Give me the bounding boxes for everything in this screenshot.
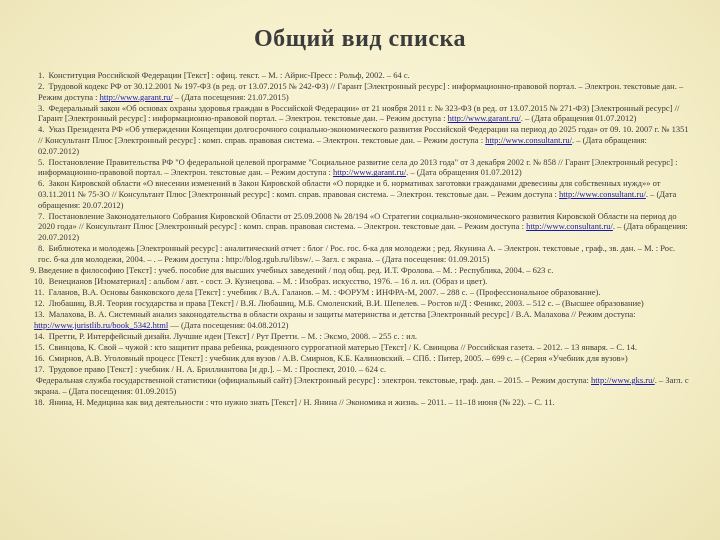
reference-item <box>30 298 690 309</box>
reference-number: 13. <box>34 309 47 320</box>
reference-item <box>30 342 690 353</box>
reference-link[interactable]: http://www.garant.ru/ <box>332 167 407 178</box>
reference-link[interactable]: http://www.garant.ru/ <box>447 113 521 124</box>
reference-text: Малахова, В. А. Системный анализ законодательства в области охраны и защиты материнства и детства [Электронный ресурс] / В.А. Малахова // Режим доступа: <box>48 309 636 320</box>
page-title: Общий вид списка <box>254 26 466 52</box>
reference-number: 8. <box>38 243 47 253</box>
reference-text: Трудовое право [Текст] : учебник / Н. А. Бриллиантова [и др.]. – М. : Проспект, 2010. – 624 с. <box>48 364 387 375</box>
reference-text: Галанов, В.А. Основы банковского дела [Текст] : учебник / В.А. Галанов. – М. : ФОРУМ : ИНФРА-М, 2007. – 288 с. – (Профессиональное образование). <box>48 286 601 297</box>
reference-number: 7. <box>38 210 47 221</box>
reference-number: 14. <box>34 330 47 341</box>
reference-number: 10. <box>34 275 47 286</box>
reference-text: Претти, Р. Интерфейсный дизайн. Лучшие идеи [Текст] / Рут Претти. – М. : Эксмо, 2008. – 255 с. : ил. <box>48 330 418 341</box>
reference-number: 18. <box>34 396 47 407</box>
reference-text: . – (Дата обращения: 20.07.2012) <box>38 189 677 210</box>
reference-text: Постановление Правительства РФ "О федеральной целевой программе "Социальное развитие села до 2013 года" от 3 декабря 2002 г. № 858 // Гарант [Электронный ресурс] : информационно-правовой портал. – Электрон. текстовые дан. – Режим доступа : <box>38 156 678 178</box>
reference-number: 16. <box>34 352 47 363</box>
reference-text: Закон Кировской области «О внесении изменений в Закон Кировской области «О порядке и б. нормативах заготовки гражданами древесины для собственных нужд»» от 03.11.2011 № 75-ЗО // Консультант Плюс [Электронный ресурс] : комп. справ. правовая система. – Электрон. текстовые дан. – Режим доступа : <box>38 178 661 200</box>
reference-item <box>30 276 690 287</box>
reference-text: . – (Дата обращения 01.07.2012) <box>406 167 522 178</box>
reference-link[interactable]: http://www.consultant.ru/ <box>559 189 646 200</box>
reference-number: 9. <box>30 264 37 275</box>
reference-number: 1. <box>38 70 47 80</box>
reference-text: Введение в философию [Текст] : учеб. пособие для высших учебных заведений / под общ. ред. И.Т. Фролова. – М. : Республика, 2004. – 623 с. <box>38 264 554 275</box>
reference-item <box>30 124 690 156</box>
reference-text: Венецианов [Изоматериал] : альбом / авт. - сост. Э. Кузнецова. – М. : Изобраз. искусство, 1976. – 16 л. ил. (Образ и цвет). <box>48 275 488 286</box>
reference-item <box>30 397 690 408</box>
reference-text: Свинцова, К. Свой – чужой : кто защитит права ребенка, рожденного суррогатной матерью [Текст] / К. Свинцова // Российская газета. – 2012. – 13 января. – С. 14. <box>48 341 637 352</box>
reference-number: 5. <box>38 156 47 167</box>
reference-link[interactable]: http://www.consultant.ru/ <box>485 135 573 146</box>
reference-text: . – (Дата обращения 01.07.2012) <box>520 113 637 124</box>
reference-item <box>30 211 690 243</box>
reference-text: Федеральная служба государственной статистики (официальный сайт) [Электронный ресурс] : электрон. текстовые, граф. дан. – 2015. – Режим доступа: <box>36 375 592 386</box>
reference-item <box>30 178 690 210</box>
reference-number: 15. <box>34 341 47 352</box>
reference-text: Библиотека и молодежь [Электронный ресурс] : аналитический отчет : блог / Рос. гос. б-ка для молодежи ; ред. Якунина А. – Электрон. текстовые , граф., зв. дан. – М. : Рос. гос. б-ка для молодежи, 2004. – . – Режим доступа : http://blog.rgub.ru/libsw/. – Загл. с экрана. – (Дата посещения: 01.09.2015) <box>38 243 676 264</box>
reference-list <box>30 70 690 408</box>
reference-item <box>30 81 690 102</box>
reference-text: — (Дата посещения: 04.08.2012) <box>168 319 289 330</box>
reference-text: . – Загл. с экрана. – (Дата посещения: 01.09.2015) <box>34 375 689 396</box>
reference-item <box>30 265 690 276</box>
reference-text: Указ Президента РФ «Об утверждении Концепции долгосрочного социально-экономического развития Российской Федерации на период до 2025 года» от 09. 10. 2007 г. № 1351 // Консультант Плюс [Электронный ресурс] : комп. справ. правовая система. – Электрон. текстовые дан. – Режим доступа : <box>38 124 689 146</box>
reference-link[interactable]: http://www.gks.ru/ <box>591 375 655 386</box>
reference-link[interactable]: http://www.consultant.ru/ <box>526 221 613 232</box>
reference-text: Трудовой кодекс РФ от 30.12.2001 № 197-ФЗ (в ред. от 13.07.2015 № 242-ФЗ) // Гарант [Электронный ресурс] : информационно-правовой портал. – Электрон. текстовые дан. – Режим доступа : <box>38 81 684 102</box>
reference-text: Постановление Законодательного Собрания Кировской Области от 25.09.2008 № 28/194 «О Стратегии социально-экономического развития Кировской Области на период до 2020 года» // Консультант Плюс [Электронный ресурс] : комп. справ. правовая система. – Электрон. текстовые дан. – Режим доступа : <box>38 210 677 232</box>
reference-number: 3. <box>38 102 47 113</box>
reference-item <box>30 331 690 342</box>
reference-text: Федеральный закон «Об основах охраны здоровья граждан в Российской Федерации» от 21 ноября 2011 г. № 323-ФЗ (в ред. от 13.07.2015 № 271-ФЗ) [Электронный ресурс] // Гарант [Электронный ресурс] : информационно-правовой портал. – Электрон. текстовые дан. – Режим доступа : <box>38 102 680 124</box>
reference-number: 4. <box>38 124 47 135</box>
reference-item <box>30 375 690 396</box>
reference-item <box>30 364 690 375</box>
reference-item <box>30 243 690 264</box>
reference-item <box>30 103 690 124</box>
reference-text: Конституция Российской Федерации [Текст] : офиц. текст. – М. : Айрис-Пресс : Рольф, 2002. – 64 с. <box>48 70 410 80</box>
reference-number: 6. <box>38 178 47 189</box>
reference-item <box>30 70 690 81</box>
reference-item <box>30 287 690 298</box>
reference-item <box>30 157 690 178</box>
reference-number: 2. <box>38 81 47 92</box>
reference-item <box>30 353 690 364</box>
reference-number: 11. <box>34 286 47 297</box>
reference-number: 17. <box>34 364 47 375</box>
reference-link[interactable]: http://www.garant.ru/ <box>99 91 173 102</box>
reference-text: . – (Дата обращения: 20.07.2012) <box>38 221 688 242</box>
reference-text: – (Дата посещения: 21.07.2015) <box>172 91 289 102</box>
reference-text: Любашиц, В.Я. Теория государства и права [Текст] / В.Я. Любашиц, М.Б. Смоленский, В.И. Шепелев. – Ростов н/Д : Феникс, 2003. – 512 с. – (Высшее образование) <box>48 297 644 308</box>
reference-text: . – (Дата обращения: 02.07.2012) <box>38 135 647 156</box>
reference-number: 12. <box>34 297 47 308</box>
reference-link[interactable]: http://www.juristlib.ru/book_5342.html <box>34 319 169 330</box>
reference-text: Смирнов, А.В. Уголовный процесс [Текст] : учебник для вузов / А.В. Смирнов, К.Б. Калиновский. – СПб. : Питер, 2005. – 699 с. – (Серия «Учебник для вузов») <box>48 352 628 363</box>
reference-item <box>30 309 690 330</box>
reference-text: Янина, Н. Медицина как вид деятельности : что нужно знать [Текст] / Н. Янина // Экономика и жизнь. – 2011. – 11–18 июня (№ 22). – С. 11. <box>48 396 555 407</box>
